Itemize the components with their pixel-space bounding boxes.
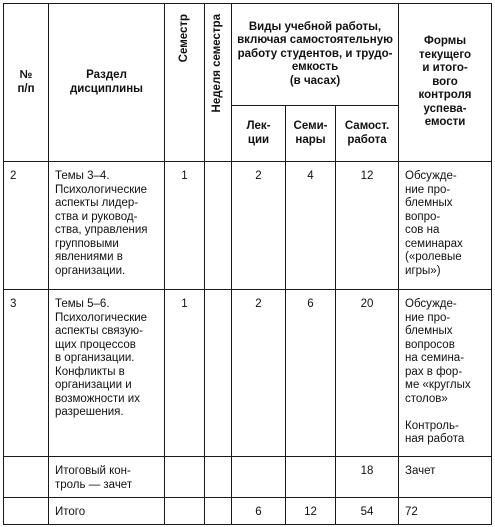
header-control-forms: Формы текущего и итого- вого контроля успева- емости: [399, 4, 492, 162]
row-lectures: 2: [232, 290, 286, 457]
row-control: Зачет: [399, 457, 492, 498]
header-semester-cell: [165, 4, 205, 162]
row-semester: 1: [165, 162, 205, 290]
header-week-cell: [205, 4, 232, 162]
row-control: Обсужде- ние про- блемных вопро- сов на семинарах («ролевые игры»): [399, 162, 492, 290]
row-num: 3: [4, 290, 49, 457]
row-self-work: 54: [336, 498, 399, 525]
header-seminars: Семи- нары: [286, 106, 336, 162]
row-week: [205, 290, 232, 457]
header-num: № п/п: [4, 4, 49, 162]
row-section: Итого: [49, 498, 165, 525]
curriculum-table: [3, 3, 492, 525]
row-seminars: 12: [286, 498, 336, 525]
row-seminars: [286, 457, 336, 498]
row-num: [4, 457, 49, 498]
table-row: [4, 457, 492, 498]
row-section: Итоговый кон- троль — зачет: [49, 457, 165, 498]
row-lectures: [232, 457, 286, 498]
row-self-work: 20: [336, 290, 399, 457]
header-self-work: Самост. работа: [336, 106, 399, 162]
row-self-work: 12: [336, 162, 399, 290]
row-seminars: 4: [286, 162, 336, 290]
table-row: [4, 290, 492, 457]
header-lectures: Лек- ции: [232, 106, 286, 162]
row-lectures: 6: [232, 498, 286, 525]
row-lectures: 2: [232, 162, 286, 290]
row-semester: 1: [165, 290, 205, 457]
row-control: Обсужде- ние про- блемных вопросов на семина- рах в фор- ме «круглых столов» Контроль- ная работа: [399, 290, 492, 457]
row-seminars: 6: [286, 290, 336, 457]
row-section: Темы 3–4. Психологические аспекты лидер- ства и руковод- ства, управления групповыми явлениями в организации.: [49, 162, 165, 290]
row-control: 72: [399, 498, 492, 525]
header-semester: Семестр: [177, 14, 190, 63]
header-week: Неделя семестра: [211, 14, 224, 113]
row-semester: [165, 457, 205, 498]
row-self-work: 18: [336, 457, 399, 498]
row-semester: [165, 498, 205, 525]
row-num: 2: [4, 162, 49, 290]
header-section: Раздел дисциплины: [49, 4, 165, 162]
row-week: [205, 457, 232, 498]
header-work-types: Виды учебной работы, включая самостоятельную работу студентов, и трудо- емкость (в часах): [232, 4, 399, 106]
row-num: [4, 498, 49, 525]
row-week: [205, 498, 232, 525]
table-row: [4, 498, 492, 525]
row-section: Темы 5–6. Психологические аспекты связую- щих процессов в организации. Конфликты в организации и возможности их разрешения.: [49, 290, 165, 457]
row-week: [205, 162, 232, 290]
table-row: [4, 162, 492, 290]
